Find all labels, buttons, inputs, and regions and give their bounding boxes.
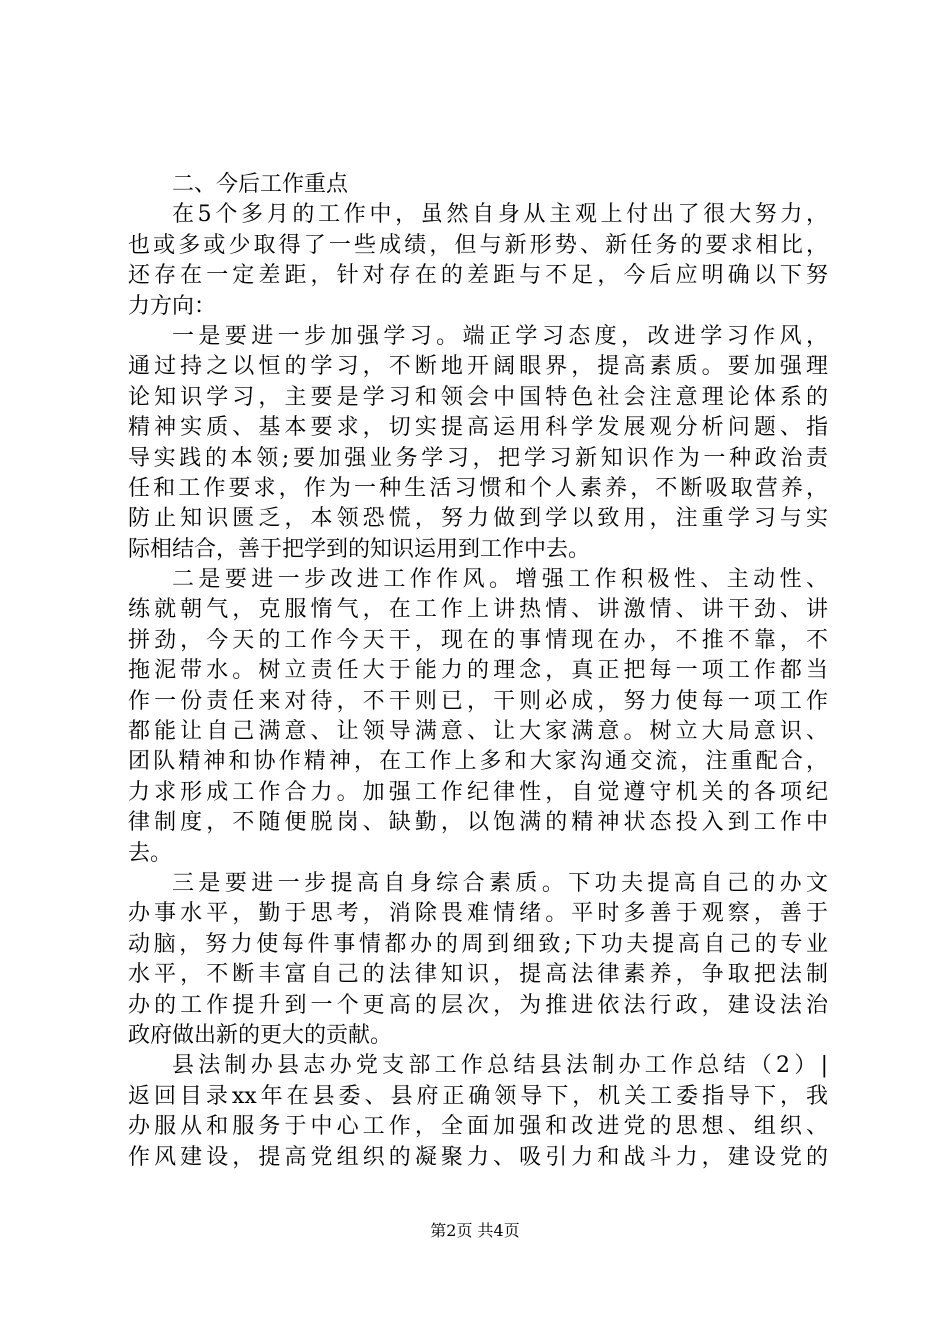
page-number-footer: 第2页 共4页 (430, 1221, 520, 1240)
text-line: 办事水平，勤于思考，消除畏难情绪。平时多善于观察，善于 (128, 901, 828, 927)
text-line: 二、今后工作重点 (172, 172, 349, 197)
text-line: 水平，不断丰富自己的法律知识，提高法律素养，争取把法制 (128, 962, 828, 988)
text-line: 在5个多月的工作中，虽然自身从主观上付出了很大努力， (172, 202, 828, 228)
text-line: 练就朝气，克服惰气，在工作上讲热情、讲激情、讲干劲、讲 (128, 597, 828, 623)
text-line: 作风建设，提高党组织的凝聚力、吸引力和战斗力，建设党的 (128, 1144, 828, 1170)
text-line: 导实践的本领;要加强业务学习，把学习新知识作为一种政治责 (128, 445, 828, 471)
text-line: 返回目录xx年在县委、县府正确领导下，机关工委指导下，我 (128, 1083, 828, 1109)
text-line: 都能让自己满意、让领导满意、让大家满意。树立大局意识、 (128, 719, 828, 745)
text-line: 防止知识匮乏，本领恐慌，努力做到学以致用，注重学习与实 (128, 506, 828, 532)
text-line: 精神实质、基本要求，切实提高运用科学发展观分析问题、指 (128, 415, 828, 441)
text-line: 政府做出新的更大的贡献。 (128, 1022, 393, 1048)
text-line: 办服从和服务于中心工作，全面加强和改进党的思想、组织、 (128, 1114, 828, 1140)
text-line: 律制度，不随便脱岗、缺勤，以饱满的精神状态投入到工作中 (128, 810, 828, 836)
text-line: 力求形成工作合力。加强工作纪律性，自觉遵守机关的各项纪 (128, 779, 828, 805)
text-line: 二是要进一步改进工作作风。增强工作积极性、主动性、 (172, 567, 828, 593)
text-line: 论知识学习，主要是学习和领会中国特色社会注意理论体系的 (128, 384, 828, 410)
text-line: 动脑，努力使每件事情都办的周到细致;下功夫提高自己的专业 (128, 931, 828, 957)
text-line: 三是要进一步提高自身综合素质。下功夫提高自己的办文 (172, 870, 828, 896)
text-line: 一是要进一步加强学习。端正学习态度，改进学习作风， (172, 323, 828, 349)
text-line: 县法制办县志办党支部工作总结县法制办工作总结（2）| (172, 1053, 828, 1079)
text-line: 通过持之以恒的学习，不断地开阔眼界，提高素质。要加强理 (128, 354, 828, 380)
text-line: 还存在一定差距，针对存在的差距与不足，今后应明确以下努 (128, 263, 828, 289)
text-line: 拼劲，今天的工作今天干，现在的事情现在办，不推不靠，不 (128, 627, 828, 653)
document-body (128, 170, 828, 1173)
text-line: 力方向： (128, 293, 217, 319)
text-line: 团队精神和协作精神，在工作上多和大家沟通交流，注重配合， (128, 749, 828, 775)
text-line: 任和工作要求，作为一种生活习惯和个人素养，不断吸取营养， (128, 475, 828, 501)
text-line: 去。 (128, 840, 173, 866)
text-line: 办的工作提升到一个更高的层次，为推进依法行政，建设法治 (128, 992, 828, 1018)
text-line: 际相结合，善于把学到的知识运用到工作中去。 (128, 536, 591, 562)
text-line: 作一份责任来对待，不干则已，干则必成，努力使每一项工作 (128, 688, 828, 714)
text-line: 拖泥带水。树立责任大于能力的理念，真正把每一项工作都当 (128, 658, 828, 684)
text-line: 也或多或少取得了一些成绩，但与新形势、新任务的要求相比， (128, 232, 828, 258)
